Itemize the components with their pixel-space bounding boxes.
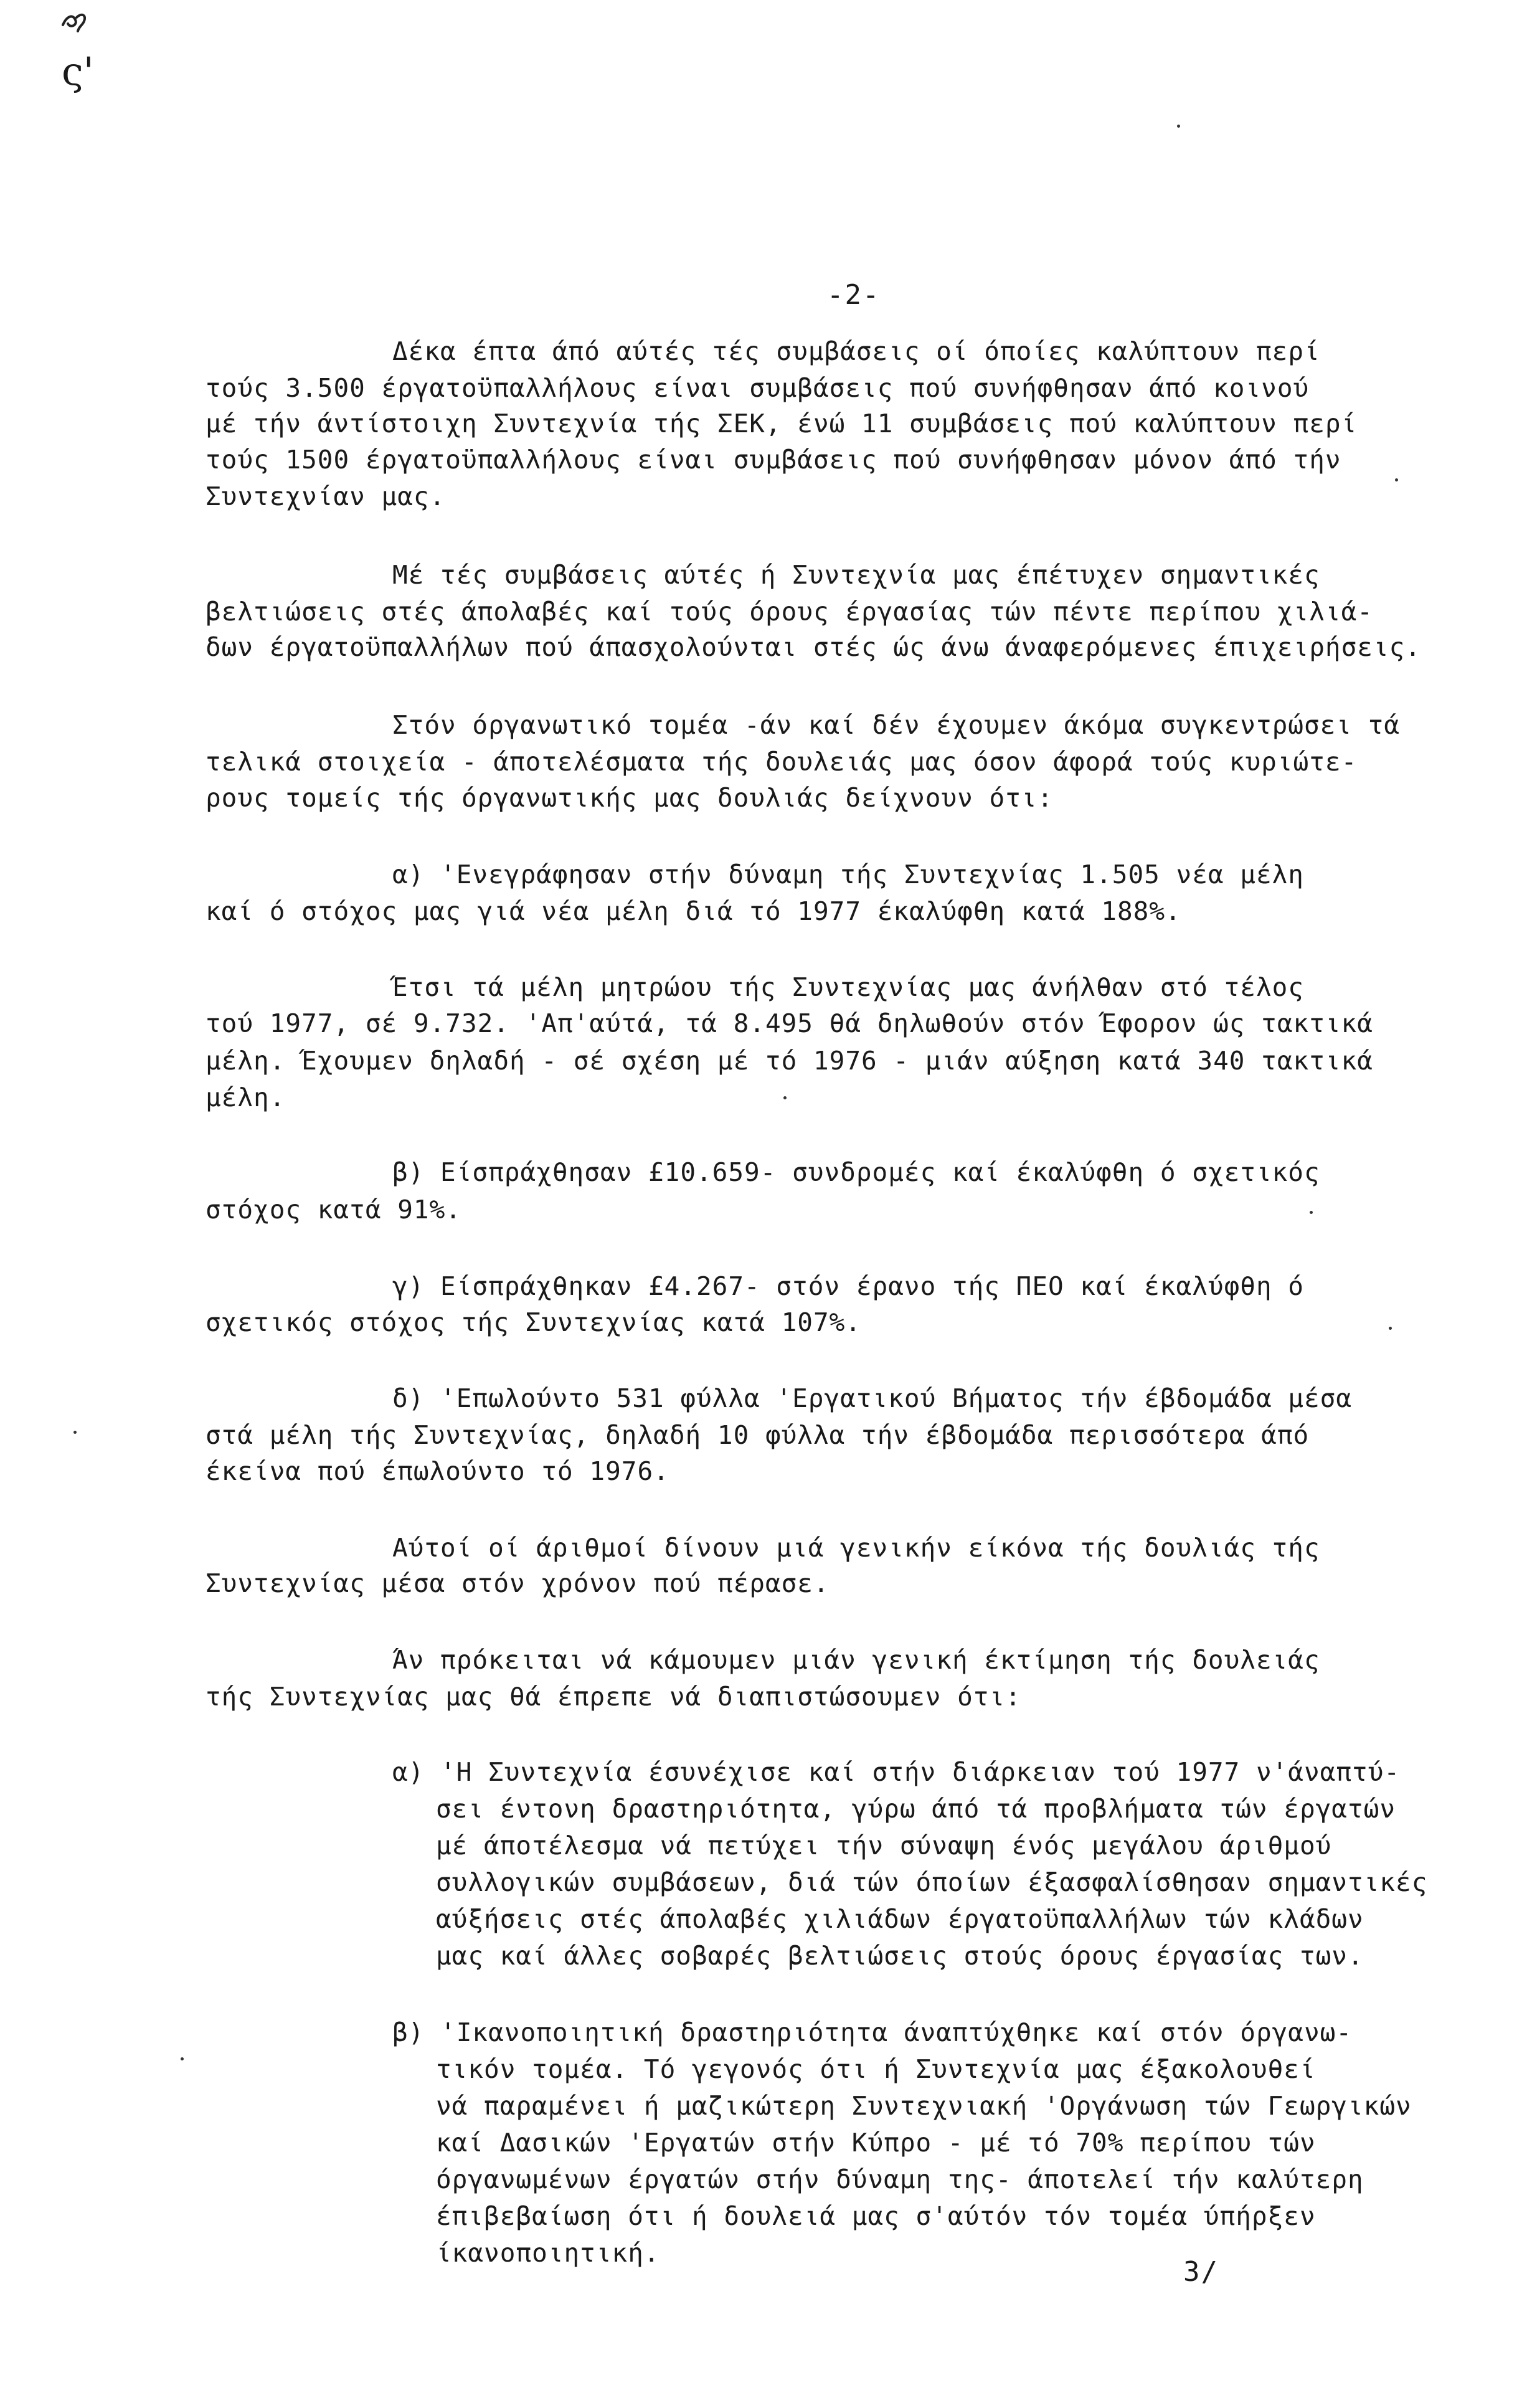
text-line: μέ άποτέλεσμα νά πετύχει τήν σύναψη ένός μεγάλου άριθμού xyxy=(436,1831,1332,1861)
text-line: Συντεχνίας μέσα στόν χρόνον πού πέρασε. xyxy=(206,1568,830,1598)
scan-speck xyxy=(1395,478,1398,481)
text-line: β) Είσπράχθησαν £10.659- συνδρομές καί έκαλύφθη ό σχετικός xyxy=(392,1157,1320,1187)
text-line: έπιβεβαίωση ότι ή δουλειά μας σ'αύτόν τόν τομέα ύπήρξεν xyxy=(436,2201,1316,2231)
corner-mark: ς' xyxy=(59,6,97,94)
text-line: σχετικός στόχος τής Συντεχνίας κατά 107%. xyxy=(206,1307,862,1337)
text-line: στόχος κατά 91%. xyxy=(206,1195,461,1225)
text-line: τής Συντεχνίας μας θά έπρεπε νά διαπιστώσουμεν ότι: xyxy=(206,1682,1021,1712)
text-line: Στόν όργανωτικό τομέα -άν καί δέν έχουμεν άκόμα συγκεντρώσει τά xyxy=(392,710,1401,740)
text-line: μέλη. Έχουμεν δηλαδή - σέ σχέση μέ τό 1976 - μιάν αύξηση κατά 340 τακτικά xyxy=(206,1046,1373,1076)
scan-speck xyxy=(1389,1327,1392,1330)
text-line: μας καί άλλες σοβαρές βελτιώσεις στούς όρους έργασίας των. xyxy=(436,1941,1364,1971)
page-number: -2- xyxy=(827,279,881,311)
text-line: τικόν τομέα. Τό γεγονός ότι ή Συντεχνία μας έξακολουθεί xyxy=(436,2054,1316,2084)
scan-speck xyxy=(783,1096,787,1099)
scan-speck xyxy=(181,2057,184,2060)
text-line: Άν πρόκειται νά κάμουμεν μιάν γενική έκτίμηση τής δουλειάς xyxy=(392,1645,1320,1675)
text-line: τελικά στοιχεία - άποτελέσματα τής δουλειάς μας όσον άφορά τούς κυριώτε- xyxy=(206,747,1358,777)
text-line: καί Δασικών 'Εργατών στήν Κύπρο - μέ τό 70% περίπου τών xyxy=(436,2128,1316,2158)
text-line: α) 'Ενεγράφησαν στήν δύναμη τής Συντεχνίας 1.505 νέα μέλη xyxy=(392,860,1304,889)
text-line: Μέ τές συμβάσεις αύτές ή Συντεχνία μας έπέτυχεν σημαντικές xyxy=(392,560,1320,590)
text-line: συλλογικών συμβάσεων, διά τών όποίων έξασφαλίσθησαν σημαντικές xyxy=(436,1867,1428,1897)
text-line: μέλη. xyxy=(206,1083,286,1112)
text-line: Αύτοί οί άριθμοί δίνουν μιά γενικήν είκόνα τής δουλιάς τής xyxy=(392,1533,1320,1563)
text-line: Έτσι τά μέλη μητρώου τής Συντεχνίας μας άνήλθαν στό τέλος xyxy=(392,972,1304,1002)
text-line: βελτιώσεις στές άπολαβές καί τούς όρους έργασίας τών πέντε περίπου χιλιά- xyxy=(206,597,1373,627)
scan-speck xyxy=(1177,125,1180,128)
text-line: Δέκα έπτα άπό αύτές τές συμβάσεις οί όποίες καλύπτουν περί xyxy=(392,336,1320,366)
text-line: αύξήσεις στές άπολαβές χιλιάδων έργατοϋπαλλήλων τών κλάδων xyxy=(436,1904,1364,1934)
text-line: ρους τομείς τής όργανωτικής μας δουλιάς δείχνουν ότι: xyxy=(206,783,1054,813)
text-line: μέ τήν άντίστοιχη Συντεχνία τής ΣΕΚ, ένώ 11 συμβάσεις πού καλύπτουν περί xyxy=(206,409,1358,438)
text-line: ίκανοποιητική. xyxy=(436,2238,660,2268)
text-line: β) 'Ικανοποιητική δραστηριότητα άναπτύχθηκε καί στόν όργανω- xyxy=(392,2017,1353,2047)
text-line: τούς 3.500 έργατοϋπαλλήλους είναι συμβάσεις πού συνήφθησαν άπό κοινού xyxy=(206,373,1310,403)
text-line: σει έντονη δραστηριότητα, γύρω άπό τά προβλήματα τών έργατών xyxy=(436,1794,1396,1824)
text-line: γ) Είσπράχθηκαν £4.267- στόν έρανο τής ΠΕΟ καί έκαλύφθη ό xyxy=(392,1271,1304,1301)
text-line: δων έργατοϋπαλλήλων πού άπασχολούνται στές ώς άνω άναφερόμενες έπιχειρήσεις. xyxy=(206,632,1421,662)
scan-speck xyxy=(73,1431,77,1434)
text-line: στά μέλη τής Συντεχνίας, δηλαδή 10 φύλλα τήν έβδομάδα περισσότερα άπό xyxy=(206,1420,1310,1450)
text-line: τού 1977, σέ 9.732. 'Απ'αύτά, τά 8.495 θά δηλωθούν στόν Έφορον ώς τακτικά xyxy=(206,1008,1373,1038)
text-line: νά παραμένει ή μαζικώτερη Συντεχνιακή 'Οργάνωση τών Γεωργικών xyxy=(436,2091,1412,2121)
text-line: καί ό στόχος μας γιά νέα μέλη διά τό 1977 έκαλύφθη κατά 188%. xyxy=(206,896,1181,926)
text-line: όργανωμένων έργατών στήν δύναμη της- άποτελεί τήν καλύτερη xyxy=(436,2164,1364,2194)
text-line: δ) 'Επωλούντο 531 φύλλα 'Εργατικού Βήματος τήν έβδομάδα μέσα xyxy=(392,1383,1353,1413)
scan-speck xyxy=(1310,1211,1313,1214)
text-line: α) 'Η Συντεχνία έσυνέχισε καί στήν διάρκειαν τού 1977 ν'άναπτύ- xyxy=(392,1757,1401,1787)
next-page-marker: 3/ xyxy=(1183,2256,1219,2288)
text-line: Συντεχνίαν μας. xyxy=(206,481,446,511)
text-line: τούς 1500 έργατοϋπαλλήλους είναι συμβάσεις πού συνήφθησαν μόνον άπό τήν xyxy=(206,445,1341,475)
text-line: έκείνα πού έπωλούντο τό 1976. xyxy=(206,1456,669,1486)
